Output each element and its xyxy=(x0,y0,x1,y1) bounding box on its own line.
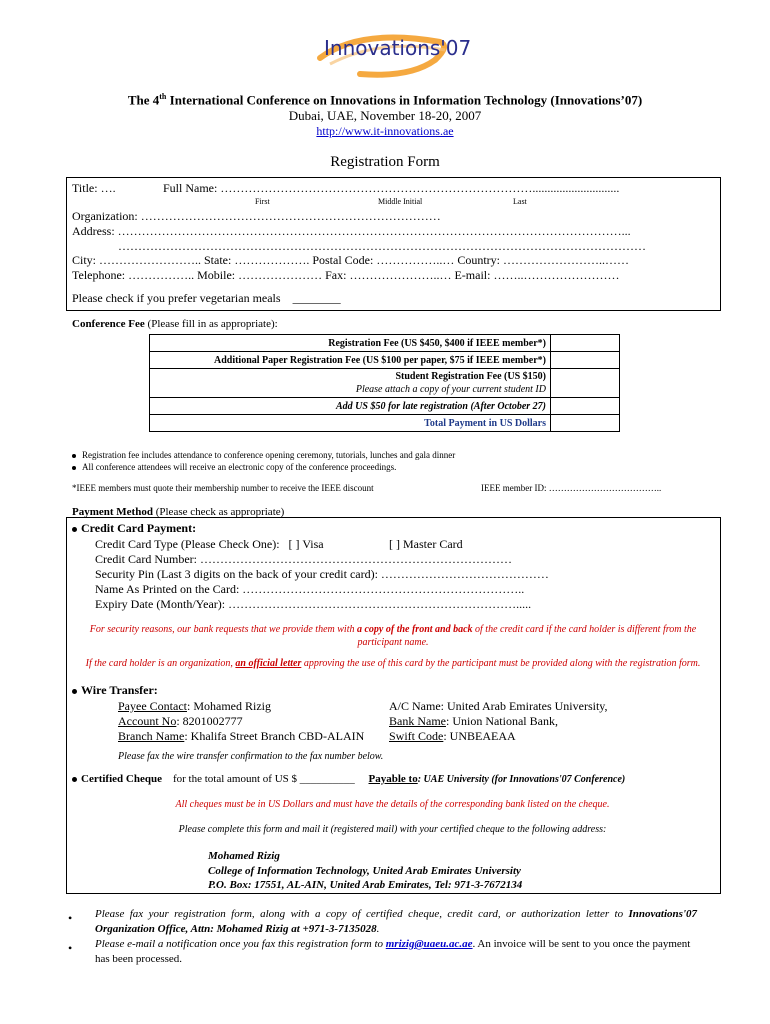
title-field[interactable]: Title: …. xyxy=(72,181,116,195)
conference-fee-label: Conference Fee (Please fill in as appropriate): xyxy=(72,318,278,330)
expiry-date-field[interactable]: Expiry Date (Month/Year): ………………………………………………………………..... xyxy=(95,597,532,611)
card-number-field[interactable]: Credit Card Number: …………………………………………………………………… xyxy=(95,552,512,566)
vegetarian-check[interactable]: Please check if you prefer vegetarian meals ________ xyxy=(72,291,341,305)
fee-amount-cell[interactable] xyxy=(551,335,620,352)
branch-name: Branch Name: Khalifa Street Branch CBD-ALAIN xyxy=(118,729,365,743)
ieee-note: *IEEE members must quote their membership number to receive the IEEE discount xyxy=(72,483,374,493)
bullet-icon xyxy=(72,777,77,782)
conference-location: Dubai, UAE, November 18-20, 2007 xyxy=(288,108,482,123)
bullet-icon xyxy=(72,466,76,470)
account-number: Account No: 8201002777 xyxy=(118,714,243,728)
mailing-address-line2: P.O. Box: 17551, AL-AIN, United Arab Emirates, Tel: 971-3-7672134 xyxy=(208,879,523,891)
email-link[interactable]: mrizig@uaeu.ac.ae xyxy=(385,938,473,950)
swift-code: Swift Code: UNBEAEAA xyxy=(389,729,516,743)
logo xyxy=(300,20,472,80)
card-security-warning: For security reasons, our bank requests that we provide them with a copy of the front and back of the credit card if the card holder is different from the participant name. xyxy=(89,624,697,648)
fee-note-2: All conference attendees will receive an electronic copy of the conference proceedings. xyxy=(72,462,396,472)
mail-instructions: Please complete this form and mail it (registered mail) with your certified cheque to the following address: xyxy=(178,824,607,835)
fee-amount-cell[interactable] xyxy=(551,398,620,415)
address-field-line2[interactable]: …………………………………………………………………………………………………………………… xyxy=(118,239,646,253)
organization-field[interactable]: Organization: ………………………………………………………………… xyxy=(72,209,441,223)
bullet-icon xyxy=(72,454,76,458)
form-title: Registration Form xyxy=(330,154,440,170)
cheque-warning: All cheques must be in US Dollars and must have the details of the corresponding bank listed on the cheque. xyxy=(175,799,610,810)
wire-transfer-heading[interactable]: Wire Transfer: xyxy=(72,683,158,698)
cheque-line[interactable]: Certified Cheque for the total amount of US $ __________ Payable to: UAE University (for Innovations'07 Conference) xyxy=(72,773,625,785)
conference-title: The 4th International Conference on Innovations in Information Technology (Innovations’07) xyxy=(127,92,643,108)
payee-contact: Payee Contact: Mohamed Rizig xyxy=(118,699,271,713)
footer-fax-instructions: Please fax your registration form, along with a copy of certified cheque, credit card, or authorization letter to Innovations'07 Organization Office, Attn: Mohamed Rizig at +971-3-7135028. xyxy=(95,908,697,935)
fullname-field[interactable]: Full Name: ……………………………………………………………………............................. xyxy=(163,181,620,195)
mailing-address-line1: College of Information Technology, United Arab Emirates University xyxy=(208,865,521,877)
fee-table-container xyxy=(149,334,620,432)
fee-row-registration: Registration Fee (US $450, $400 if IEEE member*) xyxy=(150,335,620,352)
bullet-icon xyxy=(72,689,77,694)
name-last-caption: Last xyxy=(513,197,527,206)
logo-text: Innovations'07 xyxy=(324,36,472,60)
wire-fax-note: Please fax the wire transfer confirmation to the fax number below. xyxy=(118,751,384,762)
mailing-address-name: Mohamed Rizig xyxy=(208,850,280,862)
fee-amount-cell[interactable] xyxy=(551,352,620,369)
fee-row-additional-paper: Additional Paper Registration Fee (US $100 per paper, $75 if IEEE member*) xyxy=(150,352,620,369)
footer-email-instructions: Please e-mail a notification once you fax this registration form to mrizig@uaeu.ac.ae. An invoice will be sent to you once the payment has been processed. xyxy=(95,938,691,965)
fee-row-late: Add US $50 for late registration (After October 27) xyxy=(150,398,620,415)
footer-bullet-2-marker: • xyxy=(68,941,73,955)
conference-url-link[interactable]: http://www.it-innovations.ae xyxy=(316,124,454,138)
footer-bullet-1-marker: • xyxy=(68,911,73,925)
security-pin-field[interactable]: Security Pin (Last 3 digits on the back of your credit card): …………………………………… xyxy=(95,567,549,581)
fee-amount-cell[interactable] xyxy=(551,369,620,398)
name-middle-caption: Middle Initial xyxy=(378,197,423,206)
account-name: A/C Name: United Arab Emirates University, xyxy=(389,699,608,713)
card-type-line[interactable]: Credit Card Type (Please Check One): [ ] Visa xyxy=(95,537,324,551)
ieee-member-id-field[interactable]: IEEE member ID: ……………………………….. xyxy=(481,483,662,493)
fee-table xyxy=(149,334,620,432)
bank-name: Bank Name: Union National Bank, xyxy=(389,714,558,728)
name-on-card-field[interactable]: Name As Printed on the Card: …………………………………………………………….. xyxy=(95,582,525,596)
contact-line[interactable]: Telephone: …………….. Mobile: ………………… Fax: …………………..… E-mail: ……..…………………… xyxy=(72,268,620,282)
city-state-country-line[interactable]: City: …………………….. State: ………………. Postal Code: ……………..… Country: ……………………..…… xyxy=(72,253,630,267)
mastercard-option[interactable]: [ ] Master Card xyxy=(389,537,463,551)
credit-card-heading[interactable]: Credit Card Payment: xyxy=(72,521,196,536)
fee-row-student: Student Registration Fee (US $150) Please attach a copy of your current student ID xyxy=(150,369,620,398)
fee-note-1: Registration fee includes attendance to conference opening ceremony, tutorials, lunches and gala dinner xyxy=(72,450,455,460)
address-field[interactable]: Address: ………………………………………………………………………………………………………………... xyxy=(72,224,631,238)
payment-method-label: Payment Method (Please check as appropriate) xyxy=(72,506,285,518)
fee-amount-cell[interactable] xyxy=(551,415,620,432)
organization-card-warning: If the card holder is an organization, an official letter approving the use of this card by the participant must be provided along with the registration form. xyxy=(85,658,701,669)
fee-row-total: Total Payment in US Dollars xyxy=(150,415,620,432)
bullet-icon xyxy=(72,527,77,532)
name-first-caption: First xyxy=(255,197,270,206)
